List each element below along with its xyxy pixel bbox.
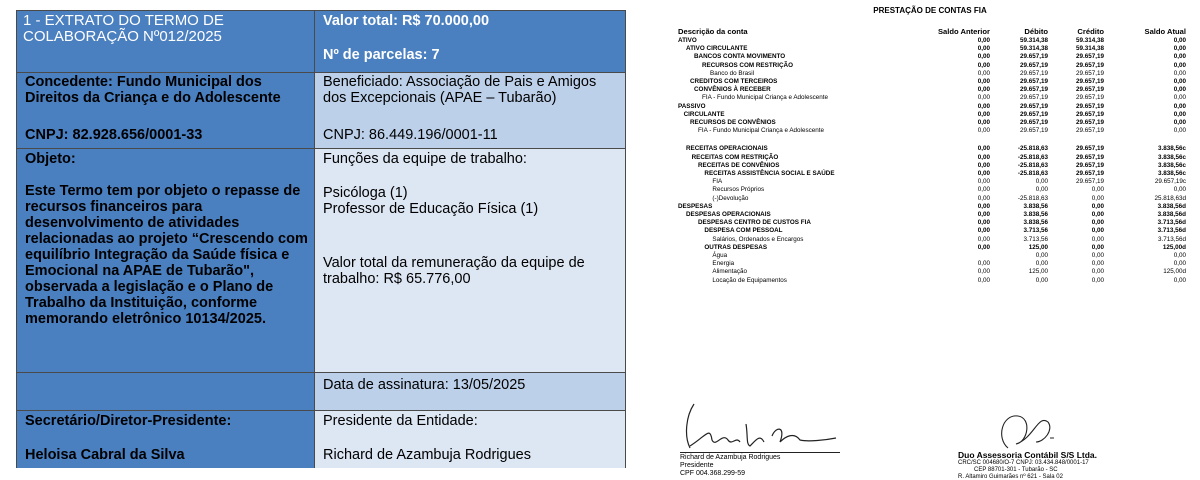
row-value: 0,00 [1173, 119, 1186, 126]
row-value: 59.314,38 [1075, 45, 1104, 53]
data-row [17, 373, 625, 411]
row-value: 0,00 [1035, 186, 1048, 194]
row-value: 0,00 [977, 102, 990, 110]
row-value: 0,00 [977, 235, 990, 243]
prestacao-row [678, 37, 1188, 45]
row-value: 0,00 [1173, 260, 1186, 268]
row-label: FIA [712, 178, 723, 186]
secretario-nome: Heloisa Cabral da Silva [25, 447, 185, 463]
row-value: 0,00 [977, 119, 990, 126]
prestacao-row [678, 119, 1188, 127]
row-value: 0,00 [977, 61, 990, 69]
funcao-item: Psicóloga (1) [323, 185, 408, 201]
partes-row [17, 73, 625, 149]
termo-colaboracao-table [16, 10, 626, 468]
row-label: RECEITAS OPERACIONAIS [686, 145, 768, 153]
row-label: FIA - Fundo Municipal Criança e Adolescente [698, 127, 825, 135]
row-value: 29.657,19 [1019, 86, 1048, 94]
row-value: 0,00 [977, 268, 990, 276]
row-value: 0,00 [1173, 252, 1186, 259]
signature-line [680, 452, 840, 453]
sig-right-company: Duo Assessoria Contábil S/S Ltda. [958, 450, 1098, 460]
row-value: 0,00 [1091, 194, 1104, 202]
row-value: 0,00 [1173, 86, 1186, 94]
row-value: 0,00 [1091, 260, 1104, 268]
row-value: 125,00d [1163, 268, 1186, 276]
prestacao-row [678, 244, 1188, 252]
col-credito: Crédito [1077, 27, 1104, 36]
row-label: RECEITAS ASSISTÊNCIA SOCIAL E SAÚDE [704, 170, 835, 177]
row-value: 3.713,56d [1157, 235, 1186, 243]
row-value: 0,00 [1035, 260, 1048, 268]
row-value: 0,00 [977, 260, 990, 268]
prestacao-row [678, 86, 1188, 94]
row-label: Energia [712, 260, 735, 268]
row-label: FIA - Fundo Municipal Criança e Adolescente [702, 94, 829, 102]
beneficiado-cell [315, 73, 625, 149]
row-value: 3.713,56d [1157, 227, 1186, 235]
row-value: 0,00 [1091, 243, 1104, 251]
row-value: 3.838,56c [1157, 153, 1186, 161]
beneficiado: Beneficiado: Associação de Pais e Amigos dos Excepcionais (APAE – Tubarão) [323, 74, 597, 106]
sig-left-name: Richard de Azambuja Rodrigues [680, 454, 781, 461]
row-value: 0,00 [977, 37, 990, 44]
row-value: 29.657,19 [1075, 127, 1104, 135]
row-label: Água [712, 252, 728, 259]
prestacao-row [678, 103, 1188, 111]
prestacao-row [678, 45, 1188, 53]
row-value: -25.818,63 [1017, 153, 1048, 161]
row-label: Recursos Próprios [712, 186, 765, 194]
concedente-cnpj: CNPJ: 82.928.656/0001-33 [25, 127, 203, 143]
row-value: 0,00 [1091, 202, 1104, 210]
prestacao-row [678, 186, 1188, 194]
col-debito: Débito [1024, 27, 1048, 36]
row-value: 59.314,38 [1019, 37, 1048, 44]
row-value: 3.713,56 [1023, 235, 1048, 243]
row-value: 0,00 [1091, 235, 1104, 243]
prestacao-row [678, 53, 1188, 61]
row-value: 0,00 [1173, 186, 1186, 194]
prestacao-row [678, 154, 1188, 162]
valor-total: Valor total: R$ 70.000,00 [323, 13, 490, 29]
prestacao-header [678, 27, 1188, 37]
row-value: 0,00 [1173, 276, 1186, 284]
row-value: 0,00 [1173, 78, 1186, 85]
row-value: 29.657,19c [1154, 178, 1186, 186]
row-label: CIRCULANTE [683, 110, 725, 118]
sig-right-block [958, 451, 1108, 480]
prestacao-row [678, 127, 1188, 135]
prestacao-row [678, 78, 1188, 86]
row-label: PASSIVO [678, 102, 706, 110]
row-value: 0,00 [977, 194, 990, 202]
prestacao-row [678, 219, 1188, 227]
row-value: -25.818,63 [1017, 194, 1048, 202]
row-label: DESPESAS OPERACIONAIS [686, 211, 771, 218]
prestacao-row [678, 260, 1188, 268]
prestacao-row [678, 70, 1188, 78]
row-value: 0,00 [1091, 186, 1104, 194]
row-value: 29.657,19 [1075, 119, 1104, 126]
numero-parcelas: Nº de parcelas: 7 [323, 47, 440, 63]
row-value: 0,00 [977, 153, 990, 161]
row-value: 29.657,19 [1019, 127, 1048, 135]
beneficiado-cnpj: CNPJ: 86.449.196/0001-11 [323, 127, 498, 143]
row-value: 0,00 [1091, 211, 1104, 218]
prestacao-row [678, 170, 1188, 178]
row-label: Salários, Ordenados e Encargos [712, 235, 804, 243]
signature-richard [676, 396, 846, 454]
row-value: 29.657,19 [1075, 86, 1104, 94]
presidente-label: Presidente da Entidade: [323, 413, 478, 429]
row-value: 0,00 [977, 219, 990, 227]
presidente-nome: Richard de Azambuja Rodrigues [323, 447, 531, 463]
row-value: 0,00 [1173, 53, 1186, 61]
row-value: 0,00 [1091, 276, 1104, 284]
row-value: 29.657,19 [1075, 78, 1104, 85]
presidente-cell [315, 411, 625, 468]
col-saldo-anterior: Saldo Anterior [937, 27, 990, 36]
row-value: 0,00 [977, 170, 990, 177]
row-value: 29.657,19 [1075, 161, 1104, 169]
objeto-label: Objeto: [25, 151, 76, 167]
prestacao-row [678, 268, 1188, 276]
row-value: 0,00 [977, 110, 990, 118]
prestacao-row [678, 252, 1188, 260]
prestacao-row [678, 211, 1188, 219]
row-value: 3.838,56 [1023, 202, 1048, 210]
row-value: 29.657,19 [1019, 53, 1048, 61]
row-value: 0,00 [1091, 268, 1104, 276]
row-value: 0,00 [977, 178, 990, 186]
row-value: 29.657,19 [1075, 61, 1104, 69]
row-value: 29.657,19 [1019, 78, 1048, 85]
row-label: RECURSOS DE CONVÊNIOS [690, 119, 776, 126]
row-value: 0,00 [1091, 219, 1104, 227]
row-value: 3.838,56 [1023, 211, 1048, 218]
row-label: Alimentação [712, 268, 748, 276]
prestacao-row [678, 111, 1188, 119]
row-value: 0,00 [1173, 45, 1186, 53]
row-value: 3.838,56c [1157, 161, 1186, 169]
prestacao-row [678, 162, 1188, 170]
row-value: 0,00 [977, 86, 990, 94]
row-label: DESPESAS CENTRO DE CUSTOS FIA [698, 219, 811, 227]
row-value: 0,00 [1173, 102, 1186, 110]
row-value: 29.657,19 [1019, 110, 1048, 118]
row-value: 25.818,63d [1154, 194, 1186, 202]
assinantes-row [17, 411, 625, 468]
row-value: 0,00 [1173, 61, 1186, 69]
row-value: 3.838,56 [1023, 219, 1048, 227]
row-value: 29.657,19 [1075, 153, 1104, 161]
row-value: 0,00 [977, 78, 990, 85]
funcao-item: Professor de Educação Física (1) [323, 201, 539, 217]
row-value: 0,00 [977, 69, 990, 77]
row-value: 125,00 [1028, 268, 1048, 276]
signature-duo [988, 408, 1068, 452]
row-label: (-)Devolução [712, 194, 749, 202]
col-descricao: Descrição da conta [678, 27, 748, 36]
termo-header-row [17, 11, 625, 73]
concedente-cell [17, 73, 315, 149]
row-value: 3.713,56d [1157, 219, 1186, 227]
row-value: 3.838,56d [1157, 211, 1186, 218]
row-value: 0,00 [1173, 69, 1186, 77]
row-label: RECEITAS COM RESTRIÇÃO [691, 153, 779, 161]
objeto-cell [17, 149, 315, 373]
row-value: 29.657,19 [1075, 145, 1104, 153]
row-value: 125,00d [1162, 243, 1186, 251]
prestacao-row [678, 178, 1188, 186]
prestacao-row [678, 203, 1188, 211]
prestacao-contas [670, 0, 1190, 480]
row-label: RECURSOS COM RESTRIÇÃO [702, 61, 793, 69]
row-value: 0,00 [977, 211, 990, 218]
row-value: 0,00 [977, 94, 990, 102]
row-label: DESPESA COM PESSOAL [704, 227, 783, 235]
row-label: RECEITAS DE CONVÊNIOS [698, 161, 780, 169]
row-label: CREDITOS COM TERCEIROS [690, 78, 778, 85]
row-value: 125,00 [1028, 243, 1048, 251]
termo-header-cell [17, 11, 315, 73]
termo-title: 1 - EXTRATO DO TERMO DE COLABORAÇÃO Nº012/2025 [23, 12, 224, 45]
row-value: 0,00 [1091, 227, 1104, 235]
row-value: 3.838,56d [1157, 202, 1186, 210]
row-value: 0,00 [977, 145, 990, 153]
row-value: 29.657,19 [1019, 69, 1048, 77]
prestacao-row [678, 195, 1188, 203]
row-label: OUTRAS DESPESAS [704, 243, 768, 251]
prestacao-row [678, 236, 1188, 244]
prestacao-title: PRESTAÇÃO DE CONTAS FIA [873, 6, 987, 15]
secretario-cell [17, 411, 315, 468]
row-value: 29.657,19 [1075, 69, 1104, 77]
row-value: 0,00 [1035, 276, 1048, 284]
row-value: 29.657,19 [1075, 110, 1104, 118]
row-value: 0,00 [1173, 37, 1186, 44]
row-value: 0,00 [977, 202, 990, 210]
row-label: Banco do Brasil [710, 69, 755, 77]
row-value: 29.657,19 [1019, 119, 1048, 126]
row-value: -25.818,63 [1017, 170, 1048, 177]
row-value: 0,00 [1173, 110, 1186, 118]
valor-parcelas-cell [315, 11, 625, 73]
row-value: 59.314,38 [1019, 45, 1048, 53]
remuneracao: Valor total da remuneração da equipe de trabalho: R$ 65.776,00 [323, 255, 585, 287]
row-value: 0,00 [977, 53, 990, 61]
row-value: 3.713,56 [1023, 227, 1048, 235]
row-label: CONVÊNIOS À RECEBER [694, 86, 771, 94]
sig-left-block [680, 454, 780, 478]
row-value: 29.657,19 [1075, 94, 1104, 102]
row-label: ATIVO CIRCULANTE [686, 45, 748, 53]
prestacao-row [678, 94, 1188, 102]
row-label: BANCOS CONTA MOVIMENTO [694, 53, 786, 61]
row-value: 0,00 [1035, 178, 1048, 186]
row-value: 59.314,38 [1075, 37, 1104, 44]
row-value: 29.657,19 [1075, 178, 1104, 186]
row-value: -25.818,63 [1017, 145, 1048, 153]
row-value: 0,00 [977, 45, 990, 53]
row-value: 0,00 [977, 243, 990, 251]
row-value: 29.657,19 [1019, 102, 1048, 110]
sig-left-cpf: CPF 004.368.299-59 [680, 470, 745, 477]
row-value: 3.838,56c [1157, 145, 1186, 153]
sig-right-crc: CRC/SC 004680/O-7 CNPJ: 03.434.848/0001-17 [958, 460, 1089, 466]
row-label: DESPESAS [678, 202, 713, 210]
row-value: 29.657,19 [1075, 53, 1104, 61]
row-value: 3.838,56c [1157, 170, 1186, 177]
row-value: 0,00 [977, 276, 990, 284]
row-value: 29.657,19 [1019, 61, 1048, 69]
empty-cell [17, 373, 315, 411]
objeto-text: Este Termo tem por objeto o repasse de recursos financeiros para desenvolvimento de atividades relacionadas ao projeto “Crescendo com equilíbrio Integração da Saúde física e Emocional na APAE de Tubarão", observada a legislação e o Plano de Trabalho da Instituição, conforme memorando eletrônico 10134/2025. [25, 183, 308, 327]
funcoes-cell [315, 149, 625, 373]
prestacao-row [678, 62, 1188, 70]
prestacao-row [678, 277, 1188, 285]
row-value: 29.657,19 [1075, 170, 1104, 177]
row-value: -25.818,63 [1017, 161, 1048, 169]
row-value: 0,00 [977, 127, 990, 135]
prestacao-row [678, 145, 1188, 153]
data-assinatura: Data de assinatura: 13/05/2025 [323, 377, 526, 393]
concedente: Concedente: Fundo Municipal dos Direitos da Criança e do Adolescente [25, 74, 281, 106]
funcoes-label: Funções da equipe de trabalho: [323, 151, 527, 167]
objeto-row [17, 149, 625, 373]
row-value: 0,00 [1035, 252, 1048, 259]
row-value: 0,00 [977, 186, 990, 194]
row-value: 29.657,19 [1075, 102, 1104, 110]
row-value: 0,00 [977, 227, 990, 235]
sig-left-role: Presidente [680, 462, 714, 469]
row-value: 0,00 [977, 161, 990, 169]
row-value: 0,00 [1173, 127, 1186, 135]
col-saldo-atual: Saldo Atual [1144, 27, 1186, 36]
sig-right-address: R. Altamiro Guimarães nº 621 - Sala 02 [958, 474, 1063, 480]
prestacao-row [678, 227, 1188, 235]
data-assinatura-cell [315, 373, 625, 411]
secretario-label: Secretário/Diretor-Presidente: [25, 413, 232, 429]
row-value: 0,00 [1091, 252, 1104, 259]
row-value: 0,00 [1173, 94, 1186, 102]
row-label: ATIVO [678, 37, 697, 44]
row-label: Locação de Equipamentos [712, 276, 787, 284]
row-value: 29.657,19 [1019, 94, 1048, 102]
sig-right-cep: CEP 88701-301 - Tubarão - SC [974, 467, 1058, 473]
